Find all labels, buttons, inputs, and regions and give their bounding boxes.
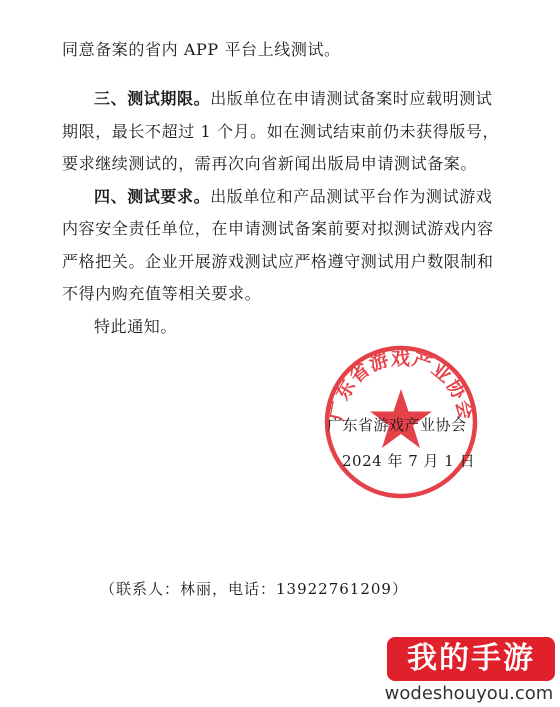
seal-ring-text: 广东省游戏产业协会	[325, 347, 477, 423]
contact-info: （联系人：林丽，电话：13922761209）	[100, 580, 408, 598]
watermark-badge	[387, 637, 555, 681]
section-3-text: 出版单位在申请测试备案时应载明测试	[210, 89, 493, 108]
signature-date: 2024 年 7 月 1 日	[342, 452, 476, 470]
section-4-heading: 四、测试要求。	[94, 187, 211, 206]
body-line: 同意备案的省内 APP 平台上线测试。	[62, 40, 341, 59]
body-line: 不得内购充值等相关要求。	[62, 284, 262, 303]
section-3-heading: 三、测试期限。	[94, 89, 211, 108]
section-3-line-1	[94, 89, 560, 109]
closing-line: 特此通知。	[94, 317, 178, 336]
signature-organization: 广东省游戏产业协会	[327, 416, 467, 434]
section-4-text: 出版单位和产品测试平台作为测试游戏	[210, 187, 493, 206]
watermark-title: 我的手游	[407, 641, 535, 676]
section-4-line-1	[94, 187, 560, 207]
body-line: 严格把关。企业开展游戏测试应严格遵守测试用户数限制和	[62, 252, 494, 271]
body-line: 内容安全责任单位，在申请测试备案前要对拟测试游戏内容	[62, 219, 494, 238]
body-line: 要求继续测试的，需再次向省新闻出版局申请测试备案。	[62, 154, 478, 173]
watermark-url: wodeshouyou.com	[384, 683, 554, 704]
body-line: 期限，最长不超过 1 个月。如在测试结束前仍未获得版号，	[62, 122, 500, 141]
